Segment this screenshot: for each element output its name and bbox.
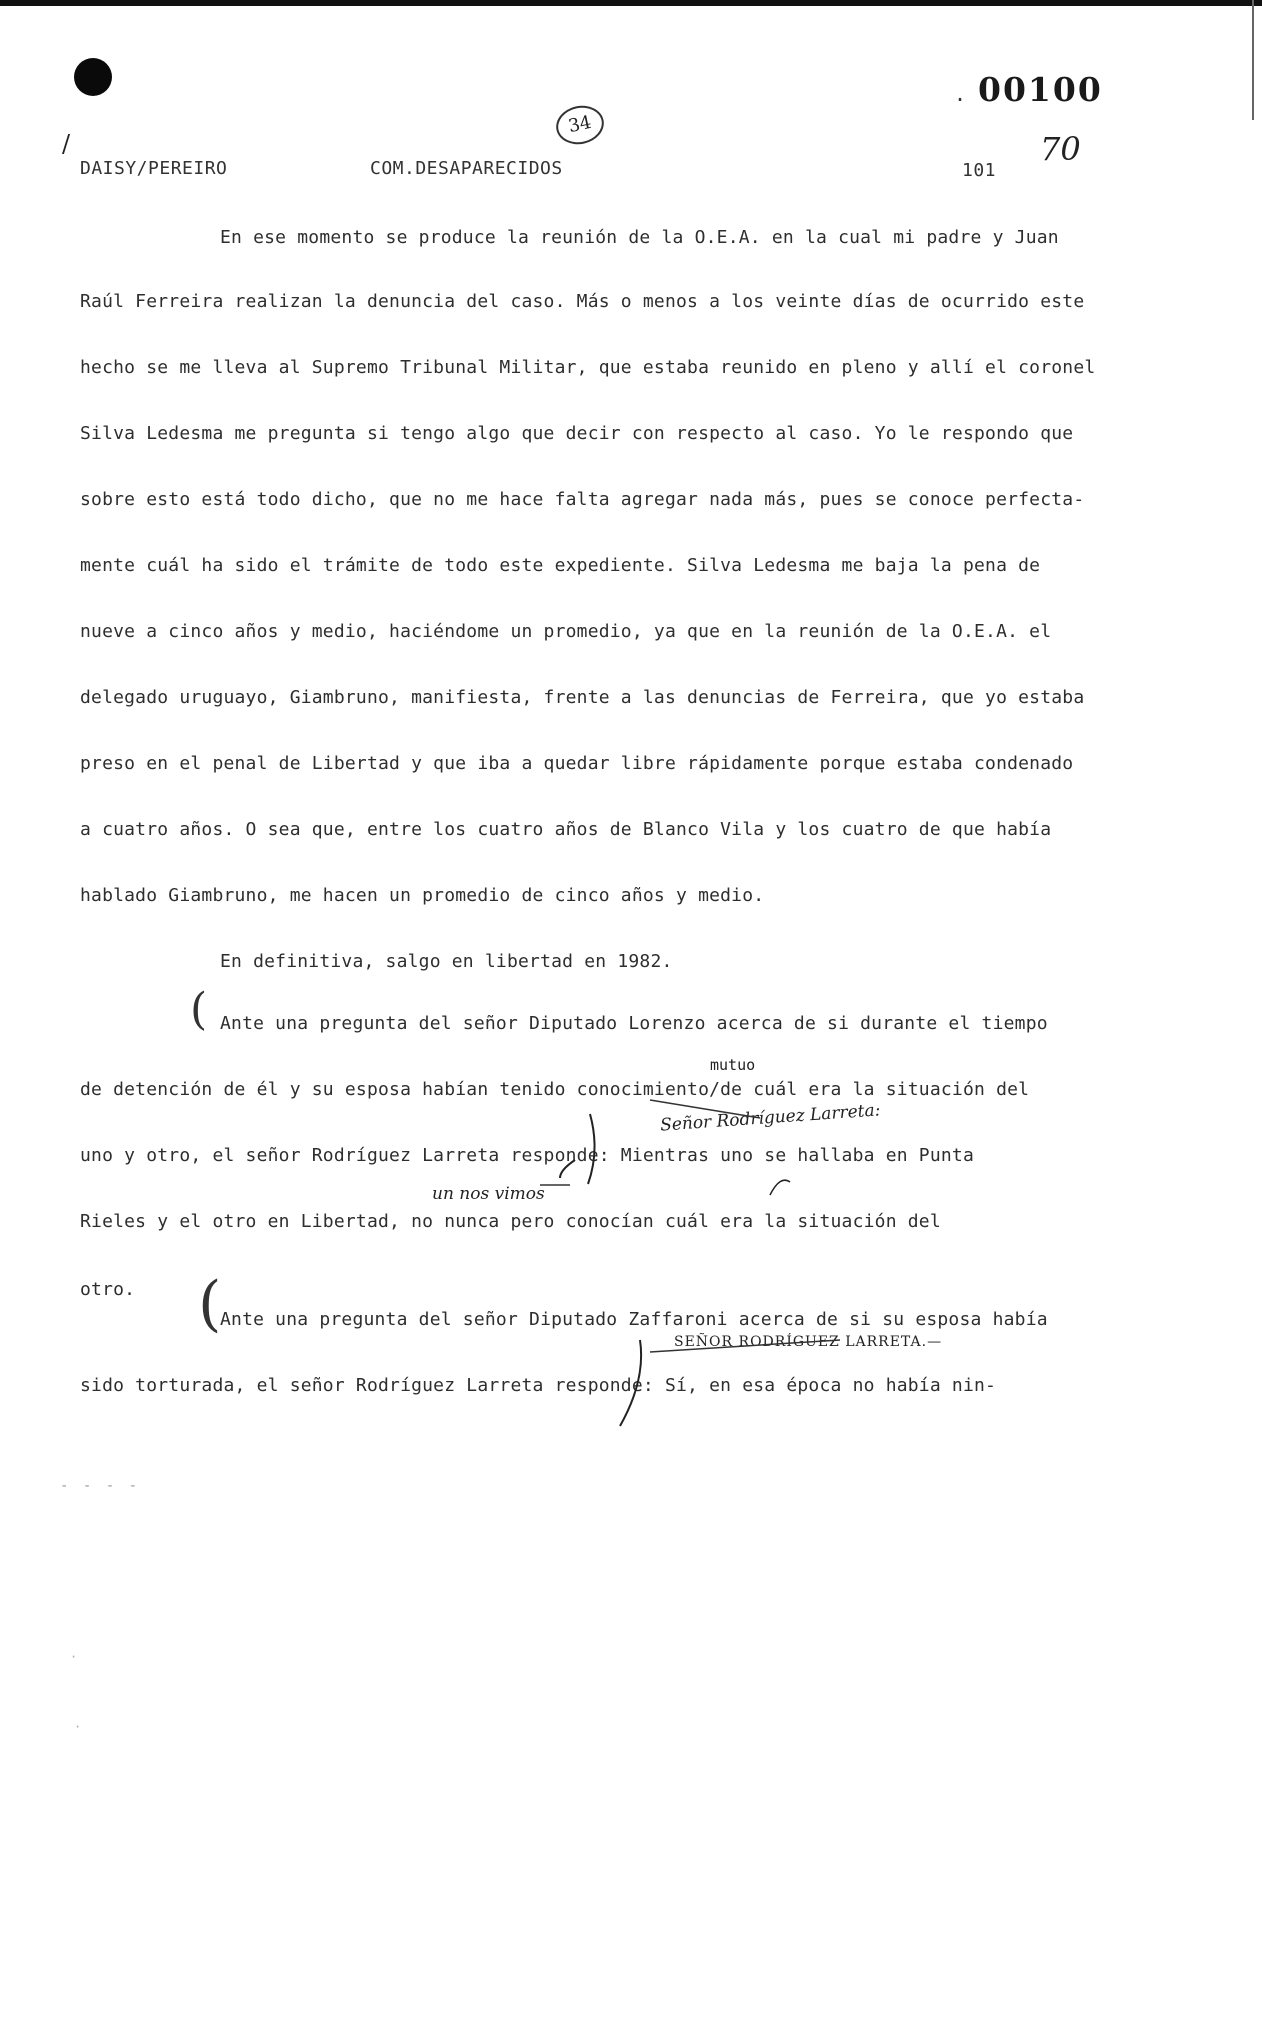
text-line: sido torturada, el señor Rodríguez Larreta responde: Sí, en esa época no había nin- bbox=[80, 1375, 997, 1396]
text-line: hablado Giambruno, me hacen un promedio de cinco años y medio. bbox=[80, 885, 765, 906]
text-line: Ante una pregunta del señor Diputado Lorenzo acerca de si durante el tiempo bbox=[220, 1013, 1048, 1034]
scan-speck: · bbox=[74, 1720, 82, 1734]
handwritten-folio: 70 bbox=[1040, 130, 1081, 168]
scan-artifact: - - - - bbox=[60, 1478, 141, 1494]
text-line: Ante una pregunta del señor Diputado Zaffaroni acerca de si su esposa había bbox=[220, 1309, 1048, 1330]
text-line: Raúl Ferreira realizan la denuncia del caso. Más o menos a los veinte días de ocurrido este bbox=[80, 291, 1085, 312]
insertion-line bbox=[650, 1340, 840, 1352]
scan-speck: · bbox=[70, 1650, 78, 1664]
header-left: DAISY/PEREIRO bbox=[80, 158, 228, 179]
text-line: preso en el penal de Libertad y que iba a quedar libre rápidamente porque estaba condenado bbox=[80, 753, 1074, 774]
stamp-dot: . bbox=[954, 82, 967, 106]
text-line: Silva Ledesma me pregunta si tengo algo que decir con respecto al caso. Yo le respondo que bbox=[80, 423, 1074, 444]
insertion-caret bbox=[560, 1160, 575, 1178]
insertion-caret bbox=[770, 1180, 790, 1195]
handwritten-insertion-mutuo: mutuo bbox=[710, 1056, 756, 1074]
text-line: En definitiva, salgo en libertad en 1982. bbox=[220, 951, 673, 972]
text-line: mente cuál ha sido el trámite de todo este expediente. Silva Ledesma me baja la pena de bbox=[80, 555, 1041, 576]
insertion-caret bbox=[588, 1114, 595, 1184]
insertion-line bbox=[650, 1100, 760, 1118]
text-line: uno y otro, el señor Rodríguez Larreta responde: Mientras uno se hallaba en Punta bbox=[80, 1145, 974, 1166]
handwritten-insertion: Señor Rodríguez Larreta: bbox=[659, 1100, 882, 1136]
text-line: hecho se me lleva al Supremo Tribunal Militar, que estaba reunido en pleno y allí el coronel bbox=[80, 357, 1096, 378]
handwritten-bracket: ( bbox=[190, 984, 208, 1035]
handwritten-bracket: ( bbox=[198, 1269, 222, 1339]
header-center: COM.DESAPARECIDOS bbox=[370, 158, 563, 179]
text-line: sobre esto está todo dicho, que no me hace falta agregar nada más, pues se conoce perfecta- bbox=[80, 489, 1085, 510]
margin-mark: / bbox=[62, 130, 71, 158]
text-line: delegado uruguayo, Giambruno, manifiesta, frente a las denuncias de Ferreira, que yo estaba bbox=[80, 687, 1085, 708]
handwritten-insertion: SEÑOR RODRÍGUEZ LARRETA.— bbox=[674, 1334, 943, 1350]
circled-page-number: 34 bbox=[553, 101, 608, 148]
text-line: nueve a cinco años y medio, haciéndome un promedio, ya que en la reunión de la O.E.A. el bbox=[80, 621, 1052, 642]
text-line: En ese momento se produce la reunión de la O.E.A. en la cual mi padre y Juan bbox=[220, 227, 1059, 248]
handwritten-insertion: un nos vimos bbox=[432, 1184, 545, 1204]
text-line: otro. bbox=[80, 1279, 136, 1300]
folio-stamp: 00100 bbox=[978, 70, 1103, 109]
page-number: 101 bbox=[962, 160, 997, 181]
text-line: de detención de él y su esposa habían tenido conocimiento/de cuál era la situación del bbox=[80, 1079, 1030, 1100]
text-line: a cuatro años. O sea que, entre los cuatro años de Blanco Vila y los cuatro de que había bbox=[80, 819, 1052, 840]
text-line: Rieles y el otro en Libertad, no nunca pero conocían cuál era la situación del bbox=[80, 1211, 941, 1232]
insertion-caret bbox=[620, 1340, 641, 1426]
